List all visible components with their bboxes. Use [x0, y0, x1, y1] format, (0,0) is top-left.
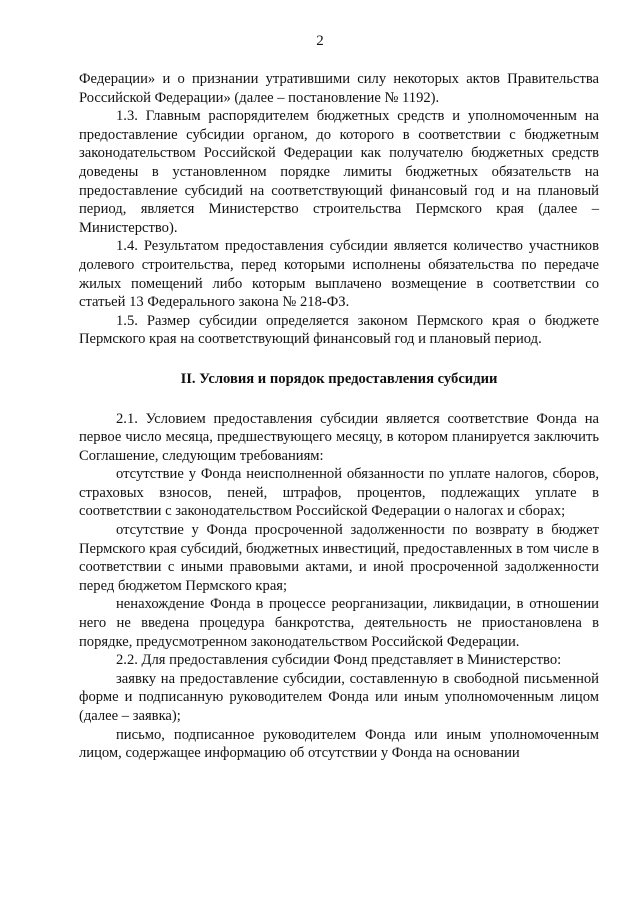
page-number: 2	[316, 33, 324, 49]
paragraph-2-1: 2.1. Условием предоставления субсидии является соответствие Фонда на первое число месяца, предшествующего месяцу, в котором планируется заключить Соглашение, следующим требованиям:	[79, 410, 599, 464]
document-letter: письмо, подписанное руководителем Фонда или иным уполномоченным лицом, содержащее информацию об отсутствии у Фонда на основании	[79, 726, 599, 762]
section-heading: II. Условия и порядок предоставления субсидии	[180, 370, 498, 387]
document-application: заявку на предоставление субсидии, составленную в свободной письменной форме и подписанную руководителем Фонда или иным уполномоченным лицом (далее – заявка);	[79, 670, 599, 724]
paragraph-continuation: Федерации» и о признании утратившими силу некоторых актов Правительства Российской Федерации» (далее – постановление № 1192).	[79, 71, 599, 106]
requirement-status: ненахождение Фонда в процессе реорганизации, ликвидации, в отношении него не введена процедура банкротства, деятельность не приостановлена в порядке, предусмотренном законодательством Российской Федерации.	[79, 596, 599, 650]
paragraph-1-5: 1.5. Размер субсидии определяется законом Пермского края о бюджете Пермского края на соответствующий финансовый год и плановый период.	[79, 312, 599, 348]
requirement-debt: отсутствие у Фонда просроченной задолженности по возврату в бюджет Пермского края субсидий, бюджетных инвестиций, предоставленных в том числе в соответствии с иными правовыми актами, и иной просроченной задолженности перед бюджетом Пермского края;	[79, 522, 599, 594]
paragraph-1-3: 1.3. Главным распорядителем бюджетных средств и уполномоченным на предоставление субсидии органом, до которого в соответствии с бюджетным законодательством Российской Федерации как получателю бюджетных средств доведены в установленном порядке лимиты бюджетных обязательств на предоставление субсидий на соответствующий финансовый год и на плановый период, является Министерство строительства Пермского края (далее – Министерство).	[79, 108, 599, 236]
paragraph-1-4: 1.4. Результатом предоставления субсидии является количество участников долевого строительства, перед которыми исполнены обязательства по передаче жилых помещений либо которым выплачено возмещение в соответствии со статьей 13 Федерального закона № 218-ФЗ.	[79, 238, 599, 311]
paragraph-2-2: 2.2. Для предоставления субсидии Фонд представляет в Министерство:	[116, 652, 562, 669]
requirement-taxes: отсутствие у Фонда неисполненной обязанности по уплате налогов, сборов, страховых взносов, пеней, штрафов, процентов, подлежащих уплате в соответствии с законодательством Российской Федерации о налогах и сборах;	[79, 466, 599, 520]
document-body	[79, 70, 599, 763]
